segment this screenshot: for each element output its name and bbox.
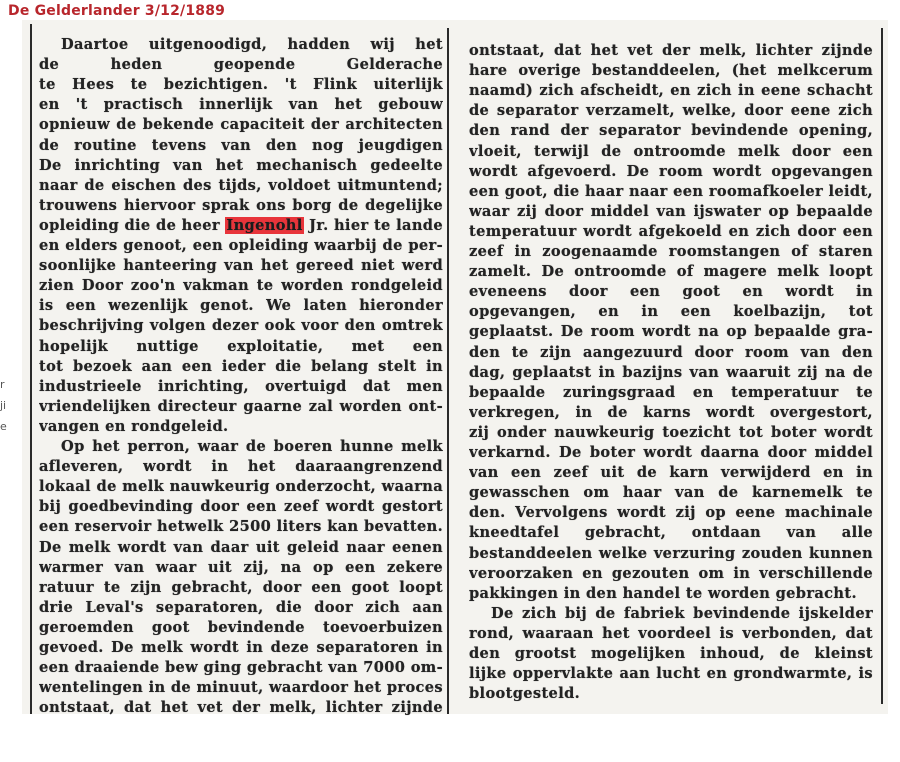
text-line: De melk wordt van daar uit geleid naar eenen [39, 538, 443, 556]
text-line: opnieuw de bekende capaciteit der architecten [39, 116, 443, 134]
edge-mark: r [0, 378, 5, 391]
text-line: wentelingen in de minuut, waardoor het proces [39, 679, 443, 697]
text-line: is een wezenlijk genot. We laten hieronder [39, 297, 443, 315]
text-line: temperatuur wordt afgekoeld en zich door een [469, 222, 873, 240]
edge-mark: e [0, 420, 7, 433]
text-line: van een zeef uit de karn verwijderd en in [469, 464, 873, 482]
text-line: hopelijk nuttige exploitatie, met een [39, 337, 443, 355]
text-line: kneedtafel gebracht, ontdaan van alle [469, 524, 873, 542]
text-line: en elders genoot, een opleiding waarbij de per- [39, 237, 443, 254]
highlighted-name: Ingenohl [226, 216, 303, 234]
text-line: naar de eischen des tijds, voldoet uitmuntend; [39, 176, 443, 194]
text-line: vriendelijken directeur gaarne zal worden ont- [39, 397, 443, 415]
text-line: een goot, die haar naar een roomafkoeler leidt, [469, 182, 873, 200]
left-edge-marks [0, 378, 7, 433]
text-line: lijke oppervlakte aan lucht en grondwarmte, is [469, 665, 873, 683]
text-line: veroorzaken en gezouten om in verschillende [469, 564, 873, 582]
text-line: de heden geopende Gelderache [39, 56, 443, 74]
text-line: Op het perron, waar de boeren hunne melk [61, 438, 443, 455]
column-rule-middle [447, 28, 449, 714]
text-line: waar zij door middel van ijswater op bepaalde [469, 202, 873, 220]
text-line: bestanddeelen welke verzuring zouden kunnen [469, 544, 873, 562]
text-line: zeef in zoogenaamde roomstangen of staren [469, 243, 873, 260]
text-line: opleiding die de heer Ingenohl Jr. hier te lande [39, 216, 443, 234]
text-line: een draaiende bew ging gebracht van 7000 om- [39, 659, 443, 677]
text-line: drie Leval's separatoren, die door zich aan [39, 598, 443, 616]
text-line: verkarnd. De boter wordt daarna door middel [469, 444, 873, 461]
text-line: eveneens door een goot en wordt in [469, 283, 873, 301]
text-line: de routine tevens van den nog jeugdigen [39, 136, 443, 154]
text-line: zij onder nauwkeurig toezicht tot boter wordt [469, 423, 873, 441]
text-line: geplaatst. De room wordt na op bepaalde gra- [469, 323, 873, 341]
text-line: geroemden goot bevindende toevoerbuizen [39, 618, 443, 636]
text-line: ontstaat, dat het vet der melk, lichter zijnde [469, 42, 873, 59]
text-line: den. Vervolgens wordt zij op eene machinale [469, 504, 873, 522]
text-line: bij goedbevinding door een zeef wordt gestort [39, 498, 443, 516]
text-line: rond, waaraan het voordeel is verbonden, dat [469, 624, 873, 642]
text-line: beschrijving volgen dezer ook voor den omtrek [39, 317, 443, 335]
text-line: soonlijke hanteering van het gereed niet werd [39, 257, 443, 275]
text-line: den grootst mogelijken inhoud, de kleinst [469, 645, 873, 662]
text-line: den rand der separator bevindende opening, [469, 122, 873, 140]
text-line: ontstaat, dat het vet der melk, lichter zijnde [39, 699, 443, 717]
text-line: wordt afgevoerd. De room wordt opgevangen [469, 162, 873, 180]
text-line: De inrichting van het mechanisch gedeelte [39, 156, 443, 174]
text-line: De zich bij de fabriek bevindende ijskelder [491, 604, 873, 622]
column-rule-left [30, 24, 32, 714]
text-line: vloeit, terwijl de ontroomde melk door een [469, 142, 873, 160]
text-line: industrieele inrichting, overtuigd dat men [39, 377, 443, 395]
text-line: lokaal de melk nauwkeurig onderzocht, waarna [39, 478, 443, 496]
edge-mark: ji [0, 399, 7, 412]
text-line: gewasschen om haar van de karnemelk te [469, 484, 873, 502]
text-line: gevoed. De melk wordt in deze separatoren in [39, 639, 443, 656]
text-line: warmer van waar uit zij, na op een zekere [39, 558, 443, 576]
newspaper-clipping [22, 20, 888, 717]
text-line: te Hees te bezichtigen. 't Flink uiterlijk [39, 76, 443, 94]
text-line: de separator verzamelt, welke, door eene zich [469, 102, 873, 120]
text-line: afleveren, wordt in het daaraangrenzend [39, 458, 443, 476]
column-rule-right [881, 28, 883, 704]
text-line: ratuur te zijn gebracht, door een goot loopt [39, 578, 443, 596]
text-line: pakkingen in den handel te worden gebracht. [469, 584, 857, 602]
text-line: blootgesteld. [469, 685, 581, 703]
text-line: een reservoir hetwelk 2500 liters kan bevatten. [39, 518, 443, 536]
text-line: Daartoe uitgenoodigd, hadden wij het [61, 36, 443, 53]
text-line: bepaalde zuringsgraad en temperatuur te [469, 383, 873, 401]
text-line: trouwens hiervoor sprak ons borg de degelijke [39, 196, 443, 214]
text-line: hare overige bestanddeelen, (het melkcerum [469, 62, 873, 80]
text-line: naamd) zich afscheidt, en zich in eene schacht [469, 82, 873, 100]
text-line: den te zijn aangezuurd door room van den [469, 343, 873, 361]
text-line: verkregen, in de karns wordt overgestort, [469, 403, 873, 421]
text-line: opgevangen, en in een koelbazijn, tot [469, 303, 873, 321]
text-line: zamelt. De ontroomde of magere melk loopt [469, 263, 873, 281]
text-line: zien Door zoo'n vakman te worden rondgeleid [39, 277, 443, 295]
text-line: tot bezoek aan een ieder die belang stelt in [39, 357, 443, 375]
text-line: dag, geplaatst in bazijns van waaruit zij na de [469, 363, 873, 381]
text-line: vangen en rondgeleid. [39, 417, 229, 435]
clipping-caption: De Gelderlander 3/12/1889 [8, 3, 226, 19]
text-line: en 't practisch innerlijk van het gebouw [39, 96, 443, 114]
